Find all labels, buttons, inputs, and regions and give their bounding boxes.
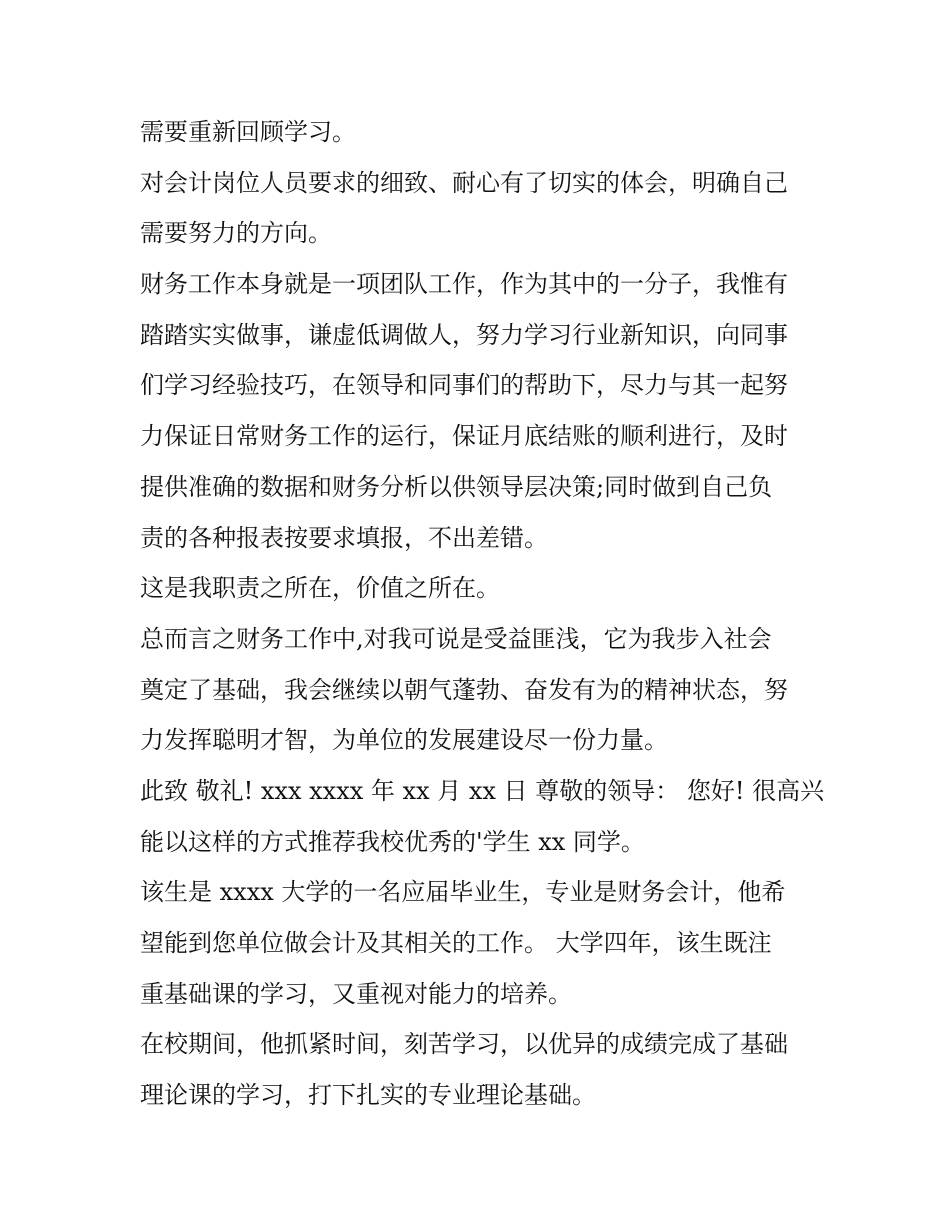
text-line: 该生是 xxxx 大学的一名应届毕业生，专业是财务会计，他希 [140,878,786,907]
text-line: 力发挥聪明才智，为单位的发展建设尽一份力量。 [140,726,668,755]
text-line: 重基础课的学习，又重视对能力的培养。 [140,979,572,1008]
text-line: 需要努力的方向。 [140,219,332,248]
text-line: 此致 敬礼! xxx xxxx 年 xx 月 xx 日 尊敬的领导： 您好! 很高兴 [140,776,825,805]
text-line: 对会计岗位人员要求的细致、耐心有了切实的体会，明确自己 [140,168,788,197]
text-line: 理论课的学习，打下扎实的专业理论基础。 [140,1081,596,1110]
text-line: 们学习经验技巧，在领导和同事们的帮助下，尽力与其一起努 [140,371,788,400]
text-line: 奠定了基础，我会继续以朝气蓬勃、奋发有为的精神状态，努 [140,675,788,704]
text-line: 在校期间，他抓紧时间，刻苦学习，以优异的成绩完成了基础 [140,1030,788,1059]
text-line: 总而言之财务工作中,对我可说是受益匪浅，它为我步入社会 [140,624,772,653]
text-line: 望能到您单位做会计及其相关的工作。 大学四年，该生既注 [140,929,772,957]
text-line: 力保证日常财务工作的运行，保证月底结账的顺利进行，及时 [140,422,788,451]
text-line: 责的各种报表按要求填报，不出差错。 [140,523,548,552]
text-line: 踏踏实实做事，谦虚低调做人，努力学习行业新知识，向同事 [140,320,788,349]
text-line: 能以这样的方式推荐我校优秀的'学生 xx 同学。 [140,827,645,856]
document-body [140,107,825,1121]
text-line: 需要重新回顾学习。 [140,118,356,146]
text-line: 提供准确的数据和财务分析以供领导层决策;同时做到自己负 [140,472,773,501]
text-line: 财务工作本身就是一项团队工作，作为其中的一分子，我惟有 [140,270,788,299]
text-line: 这是我职责之所在，价值之所在。 [140,574,500,603]
